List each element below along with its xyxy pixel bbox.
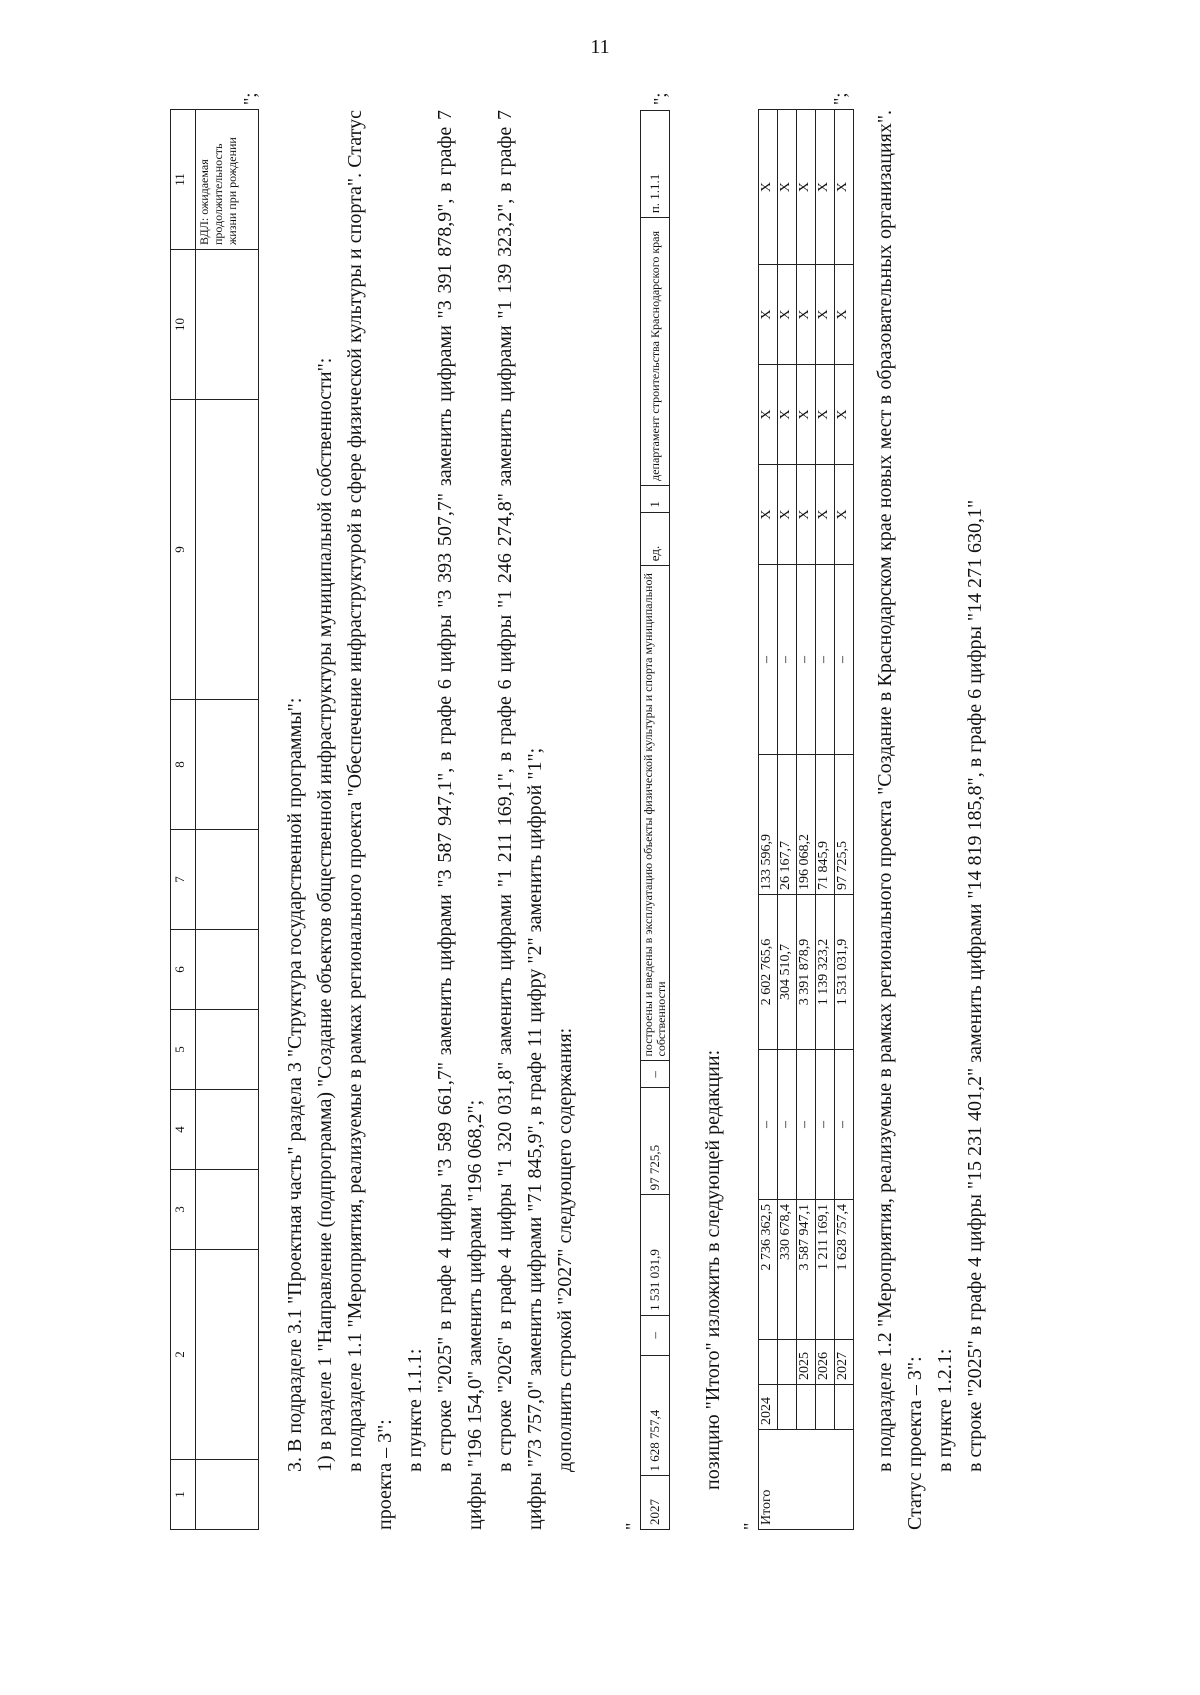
itogo-c7-2: 196 068,2 [797, 755, 816, 895]
itogo-x: X [778, 465, 797, 565]
paragraph-6: в строке "2026" в графе 4 цифры "1 320 031,8" заменить цифрами "1 211 169,1", в графе 6 цифры "1 246 274,8" заменить цифрами "1 139 323,2", в графе 7 цифры "73 757,0" заменить цифрами "71 845,9", в графе 11 цифру "2" заменить цифрой "1"; [494, 110, 546, 1530]
itogo-x: X [835, 465, 854, 565]
itogo-c5-4: – [835, 1050, 854, 1200]
r2027-c8: ед. [641, 512, 670, 566]
cell-11-text: ВДЛ: ожидаемая продолжительность жизни при рождении [196, 110, 259, 250]
page-number: 11 [590, 36, 610, 58]
col-6: 6 [171, 930, 196, 1010]
paragraph-1: 3. В подразделе 3.1 "Проектная часть" раздела 3 "Структура государственной программы": [284, 697, 306, 1472]
itogo-x: X [797, 110, 816, 265]
col-11: 11 [171, 110, 196, 250]
itogo-c7-3: 71 845,9 [816, 755, 835, 895]
itogo-c6-3: 1 139 323,2 [816, 895, 835, 1050]
itogo-c5-3: – [816, 1050, 835, 1200]
closing-quote-1: "; [240, 92, 260, 105]
paragraph-2: 1) в разделе 1 "Направление (подпрограмма) "Создание объектов общественной инфраструктуры муниципальной собственности": [314, 357, 336, 1472]
paragraph-7: дополнить строкой "2027" следующего содержания: [554, 1027, 576, 1472]
itogo-x: X [797, 365, 816, 465]
r2027-c1: 2027 [641, 1476, 670, 1530]
itogo-intro [698, 70, 728, 1490]
r2027-c4: 1 531 031,9 [641, 1195, 670, 1315]
table-row [816, 110, 835, 1530]
col-10: 10 [171, 250, 196, 400]
itogo-x: X [759, 110, 778, 265]
col-9: 9 [171, 400, 196, 700]
itogo-year-3: 2026 [816, 1340, 835, 1385]
itogo-x: X [816, 465, 835, 565]
itogo-x: X [778, 265, 797, 365]
itogo-c5-2: – [797, 1050, 816, 1200]
itogo-c6-2: 3 391 878,9 [797, 895, 816, 1050]
tail-paragraph-3: в строке "2025" в графе 4 цифры "15 231 401,2" заменить цифрами "14 819 185,8", в графе 6 цифры "14 271 630,1" [964, 499, 986, 1472]
r2027-c5: 97 725,5 [641, 1088, 670, 1195]
itogo-c8-3: – [816, 565, 835, 755]
quote-open-2: " [740, 1522, 760, 1530]
paragraphs-block [280, 110, 580, 1530]
itogo-c8-0: – [759, 565, 778, 755]
r2027-c3: – [641, 1315, 670, 1355]
itogo-c6-4: 1 531 031,9 [835, 895, 854, 1050]
itogo-x: X [778, 110, 797, 265]
itogo-intro-text: позицию "Итого" изложить в следующей редакции: [702, 1049, 724, 1490]
col-3: 3 [171, 1170, 196, 1250]
closing-quote-2: "; [650, 92, 670, 105]
itogo-c5-0: – [759, 1050, 778, 1200]
itogo-c4-0: 2 736 362,5 [759, 1200, 778, 1340]
table-row [641, 111, 670, 1530]
itogo-x: X [759, 265, 778, 365]
table-row [835, 110, 854, 1530]
table-row [797, 110, 816, 1530]
closing-quote-3: "; [830, 92, 850, 105]
itogo-c4-4: 1 628 757,4 [835, 1200, 854, 1340]
itogo-c8-4: – [835, 565, 854, 755]
itogo-x: X [778, 365, 797, 465]
itogo-x: X [835, 365, 854, 465]
paragraph-3: в подразделе 1.1 "Мероприятия, реализуемые в рамках регионального проекта "Обеспечение инфраструктурой в сфере физической культуры и спорта". Статус проекта – 3": [344, 110, 396, 1530]
itogo-x: X [835, 110, 854, 265]
itogo-x: X [816, 110, 835, 265]
r2027-c11: п. 1.1.1 [641, 111, 670, 218]
table-row [759, 110, 778, 1530]
itogo-c6-0: 2 602 765,6 [759, 895, 778, 1050]
rotated-content [170, 92, 1070, 1530]
col-5: 5 [171, 1010, 196, 1090]
col-2: 2 [171, 1250, 196, 1460]
itogo-x: X [816, 265, 835, 365]
itogo-c6-1: 304 510,7 [778, 895, 797, 1050]
col-8: 8 [171, 700, 196, 830]
itogo-x: X [759, 465, 778, 565]
itogo-x: X [797, 465, 816, 565]
paragraph-4: в пункте 1.1.1: [404, 1348, 426, 1472]
itogo-year-4: 2027 [835, 1340, 854, 1385]
r2027-c6: – [641, 1061, 670, 1088]
r2027-c2: 1 628 757,4 [641, 1355, 670, 1475]
itogo-label: Итого [759, 1430, 854, 1530]
r2027-c9: 1 [641, 485, 670, 512]
itogo-x: X [759, 365, 778, 465]
col-1: 1 [171, 1460, 196, 1530]
itogo-table [758, 109, 854, 1530]
itogo-x: X [835, 265, 854, 365]
col-4: 4 [171, 1090, 196, 1170]
itogo-x: X [797, 265, 816, 365]
itogo-x: X [816, 365, 835, 465]
itogo-c4-3: 1 211 169,1 [816, 1200, 835, 1340]
itogo-c7-4: 97 725,5 [835, 755, 854, 895]
tail-block [870, 110, 990, 1530]
tail-paragraph-1: в подразделе 1.2 "Мероприятия, реализуемые в рамках регионального проекта "Создание в Краснодарском крае новых мест в образовательных организациях". Статус проекта – 3": [874, 110, 926, 1530]
itogo-year-0: 2024 [759, 1385, 778, 1430]
paragraph-5: в строке "2025" в графе 4 цифры "3 589 661,7" заменить цифрами "3 587 947,1", в графе 6 цифры "3 393 507,7" заменить цифрами "3 391 878,9", в графе 7 цифры "196 154,0" заменить цифрами "196 068,2"; [434, 110, 486, 1530]
tail-paragraph-2: в пункте 1.2.1: [934, 1348, 956, 1472]
quote-open: " [622, 1522, 642, 1530]
r2027-c10: департамент строительства Краснодарского края [641, 218, 670, 486]
r2027-c7: построены и введены в эксплуатацию объекты физической культуры и спорта муниципальной собственности [641, 566, 670, 1061]
row-2027-table [640, 110, 670, 1530]
table-row [778, 110, 797, 1530]
itogo-c8-1: – [778, 565, 797, 755]
col-7: 7 [171, 830, 196, 930]
itogo-c7-0: 133 596,9 [759, 755, 778, 895]
itogo-c4-1: 330 678,4 [778, 1200, 797, 1340]
table-header [170, 109, 259, 1530]
itogo-year-2: 2025 [797, 1340, 816, 1385]
itogo-c5-1: – [778, 1050, 797, 1200]
itogo-c4-2: 3 587 947,1 [797, 1200, 816, 1340]
itogo-c8-2: – [797, 565, 816, 755]
itogo-c7-1: 26 167,7 [778, 755, 797, 895]
